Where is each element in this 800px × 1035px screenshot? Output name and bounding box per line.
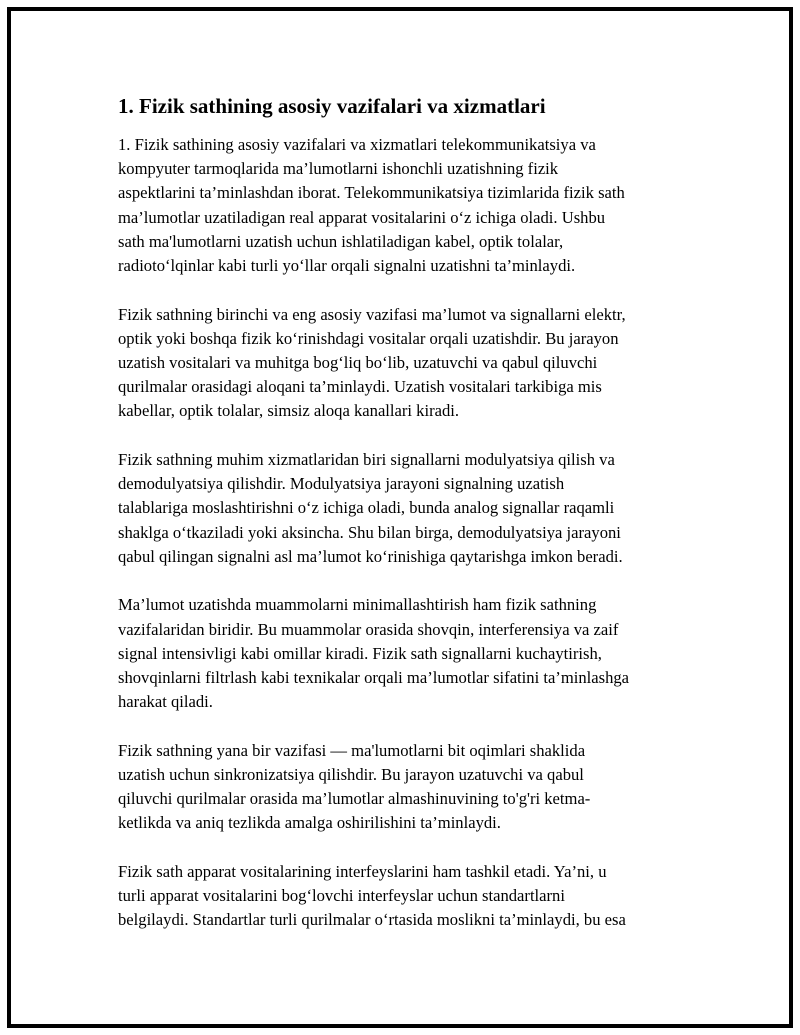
paragraph-line: belgilaydi. Standartlar turli qurilmalar o‘rtasida moslikni ta’minlaydi, bu esa <box>118 910 626 930</box>
paragraph-line: uzatish vositalari va muhitga bog‘liq bo‘lib, uzatuvchi va qabul qiluvchi <box>118 353 598 373</box>
document-title: 1. Fizik sathining asosiy vazifalari va xizmatlari <box>118 94 546 118</box>
paragraph-4 <box>118 593 698 714</box>
paragraph-line: Fizik sathning muhim xizmatlaridan biri signallarni modulyatsiya qilish va <box>118 450 615 470</box>
document-body <box>118 92 698 957</box>
paragraph-line: Fizik sathning birinchi va eng asosiy vazifasi ma’lumot va signallarni elektr, <box>118 304 626 324</box>
paragraph-line: shovqinlarni filtrlash kabi texnikalar orqali ma’lumotlar sifatini ta’minlashga <box>118 668 630 688</box>
paragraph-line: qabul qilingan signalni asl ma’lumot ko‘rinishiga qaytarishga imkon beradi. <box>118 546 623 566</box>
paragraph-line: ketlikda va aniq tezlikda amalga oshirilishini ta’minlaydi. <box>118 813 501 833</box>
paragraph-line: aspektlarini ta’minlashdan iborat. Telekommunikatsiya tizimlarida fizik sath <box>118 183 625 203</box>
paragraph-line: radioto‘lqinlar kabi turli yo‘llar orqali signalni uzatishni ta’minlaydi. <box>118 256 576 276</box>
paragraph-line: sath ma'lumotlarni uzatish uchun ishlatiladigan kabel, optik tolalar, <box>118 231 564 251</box>
paragraph-line: Fizik sath apparat vositalarining interfeyslarini ham tashkil etadi. Ya’ni, u <box>118 862 607 882</box>
paragraph-6 <box>118 860 698 933</box>
paragraph-2 <box>118 303 698 424</box>
paragraph-line: vazifalaridan biridir. Bu muammolar orasida shovqin, interferensiya va zaif <box>118 619 619 639</box>
paragraph-line: talablariga moslashtirishni o‘z ichiga oladi, bunda analog signallar raqamli <box>118 498 615 518</box>
paragraph-line: kabellar, optik tolalar, simsiz aloqa kanallari kiradi. <box>118 401 460 421</box>
paragraph-1 <box>118 133 698 278</box>
paragraph-5 <box>118 739 698 836</box>
paragraph-line: shaklga o‘tkaziladi yoki aksincha. Shu bilan birga, demodulyatsiya jarayoni <box>118 522 621 542</box>
paragraph-line: ma’lumotlar uzatiladigan real apparat vositalarini o‘z ichiga oladi. Ushbu <box>118 207 606 227</box>
paragraph-line: uzatish uchun sinkronizatsiya qilishdir. Bu jarayon uzatuvchi va qabul <box>118 765 584 785</box>
paragraph-3 <box>118 448 698 569</box>
paragraph-line: Fizik sathning yana bir vazifasi — ma'lumotlarni bit oqimlari shaklida <box>118 740 586 760</box>
paragraph-line: signal intensivligi kabi omillar kiradi. Fizik sath signallarni kuchaytirish, <box>118 643 602 663</box>
paragraph-line: 1. Fizik sathining asosiy vazifalari va xizmatlari telekommunikatsiya va <box>118 135 596 154</box>
paragraph-line: optik yoki boshqa fizik ko‘rinishdagi vositalar orqali uzatishdir. Bu jarayon <box>118 328 619 348</box>
paragraph-line: qurilmalar orasidagi aloqani ta’minlaydi. Uzatish vositalari tarkibiga mis <box>118 377 602 397</box>
paragraph-line: harakat qiladi. <box>118 692 213 712</box>
paragraph-line: qiluvchi qurilmalar orasida ma’lumotlar almashinuvining to'g'ri ketma- <box>118 789 591 809</box>
paragraph-line: turli apparat vositalarini bog‘lovchi interfeyslar uchun standartlarni <box>118 886 565 906</box>
paragraph-line: Ma’lumot uzatishda muammolarni minimallashtirish ham fizik sathning <box>118 595 597 615</box>
paragraph-line: demodulyatsiya qilishdir. Modulyatsiya jarayoni signalning uzatish <box>118 474 565 494</box>
paragraph-line: kompyuter tarmoqlarida ma’lumotlarni ishonchli uzatishning fizik <box>118 159 559 179</box>
